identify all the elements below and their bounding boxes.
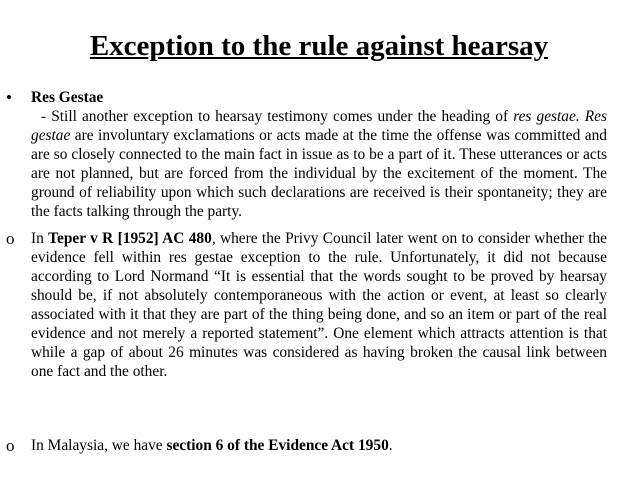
bullet-heading: Res Gestae: [31, 89, 104, 106]
paragraph-term: res gestae. Res gestae: [31, 108, 607, 144]
slide-title: Exception to the rule against hearsay: [89, 30, 549, 62]
paragraph-rest: , where the Privy Council later went on to consider whether the evidence fell within res gestae exception to the rule. Unfortunately, it did not because according to Lord Normand “It is essential that the words sought to be proved by hearsay should be, if not absolutely contemporaneous with the action or event, at least so clearly associated with it that they are part of the thing being done, and so an item or part of the real evidence and not merely a reported statement”. One element which attracts attention is that while a gap of about 26 minutes was considered as having broken the causal link between one fact and the other.: [31, 230, 608, 380]
statute-reference: section 6 of the Evidence Act 1950: [166, 437, 389, 454]
case-citation: Teper v R [1952] AC 480: [48, 230, 212, 247]
bullet-body: [31, 88, 607, 221]
bullet-body: [31, 436, 607, 455]
paragraph-lead: - Still another exception to hearsay testimony comes under the heading of: [41, 108, 514, 125]
paragraph-end: .: [388, 437, 393, 454]
bullet-dot-icon: •: [6, 88, 12, 107]
bullet-circle-icon: o: [6, 436, 15, 455]
bullet-paragraph: [31, 107, 607, 221]
paragraph-rest: are involuntary exclamations or acts made at the time the offense was committed and are so closely connected to the main fact in issue as to be a part of it. These utterances or acts are not planned, but are forced from the individual by the excitement of the moment. The ground of reliability upon which such declarations are received is their spontaneity; they are the facts talking through the party.: [31, 127, 607, 220]
paragraph-lead: In Malaysia, we have: [31, 437, 167, 454]
bullet-circle-icon: o: [6, 229, 15, 248]
paragraph-lead: In: [31, 230, 49, 247]
bullet-body: [31, 229, 607, 381]
